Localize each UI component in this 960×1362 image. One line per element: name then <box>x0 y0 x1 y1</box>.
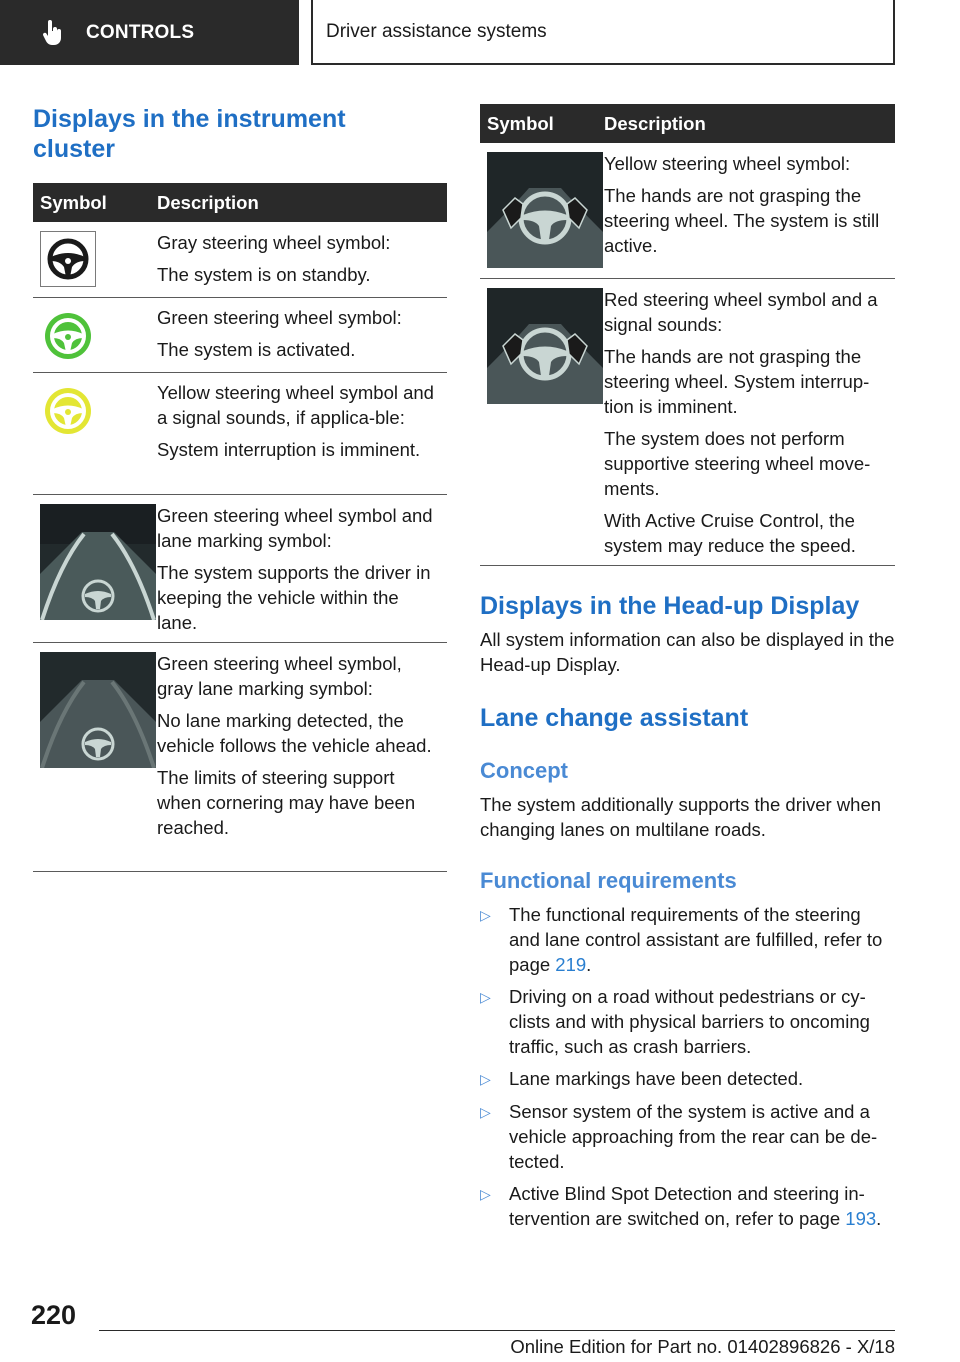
page-link[interactable]: 219 <box>555 954 587 975</box>
concept-heading: Concept <box>480 758 568 783</box>
col-description-header: Description <box>604 112 706 134</box>
table-row <box>33 298 447 373</box>
row-text: The system is on standby. <box>157 264 371 285</box>
bullet-icon: ▷ <box>480 989 491 1005</box>
col-symbol-header: Symbol <box>40 191 107 213</box>
table-row <box>33 643 447 872</box>
lane-green-steering-icon <box>40 504 156 620</box>
col-symbol-header: Symbol <box>487 112 554 134</box>
row-text: Green steering wheel symbol, gray lane marking symbol: <box>157 653 402 699</box>
list-item <box>480 1099 895 1174</box>
hand-pointer-icon <box>40 20 66 46</box>
list-item <box>480 1066 895 1092</box>
row-text: The system is activated. <box>157 339 356 360</box>
row-text: Green steering wheel symbol and lane marking symbol: <box>157 505 433 551</box>
row-text: The hands are not grasping the steering wheel. System interrup-tion is imminent. <box>604 346 870 417</box>
row-text: Yellow steering wheel symbol and a signal sounds, if applica-ble: <box>157 382 434 428</box>
list-item-text: Driving on a road without pedestrians or cy-clists and with physical barriers to oncoming traffic, such as crash barriers. <box>509 986 870 1057</box>
hud-text: All system information can also be displayed in the Head-up Display. <box>480 629 895 675</box>
list-item-text: Active Blind Spot Detection and steering in-tervention are switched on, refer to page <box>509 1183 865 1229</box>
list-item-text: Lane markings have been detected. <box>509 1068 804 1089</box>
lane-change-heading: Lane change assistant <box>480 704 749 732</box>
lane-gray-steering-icon <box>40 652 156 768</box>
row-text: The system supports the driver in keeping the vehicle within the lane. <box>157 562 431 633</box>
list-item-punct: . <box>876 1208 882 1229</box>
row-text: System interruption is imminent. <box>157 439 421 460</box>
row-text: Red steering wheel symbol and a signal sounds: <box>604 289 878 335</box>
bullet-icon: ▷ <box>480 1071 491 1087</box>
hands-off-red-icon <box>487 288 603 404</box>
list-item <box>480 902 895 977</box>
steering-wheel-gray-icon <box>40 231 96 287</box>
col-description-header: Description <box>157 191 259 213</box>
page-link[interactable]: 193 <box>845 1208 877 1229</box>
row-text: With Active Cruise Control, the system may reduce the speed. <box>604 510 856 556</box>
instrument-cluster-table <box>33 183 447 872</box>
row-text: Gray steering wheel symbol: <box>157 232 391 253</box>
row-text: No lane marking detected, the vehicle follows the vehicle ahead. <box>157 710 432 756</box>
table-row <box>480 279 895 566</box>
instrument-cluster-heading: Displays in the instrument cluster <box>33 105 346 163</box>
hud-heading: Displays in the Head-up Display <box>480 592 860 620</box>
table-row <box>33 373 447 495</box>
bullet-icon: ▷ <box>480 1186 491 1202</box>
table-row <box>33 222 447 298</box>
steering-wheel-yellow-icon <box>42 385 94 437</box>
footer-divider <box>99 1330 895 1331</box>
row-text: Green steering wheel symbol: <box>157 307 402 328</box>
requirements-list <box>480 902 895 1238</box>
steering-wheel-green-icon <box>42 310 94 362</box>
requirements-heading: Functional requirements <box>480 868 737 893</box>
hands-off-yellow-icon <box>487 152 603 268</box>
list-item-punct: . <box>586 954 592 975</box>
row-text: The system does not perform supportive steering wheel move-ments. <box>604 428 871 499</box>
list-item-text: Sensor system of the system is active and a vehicle approaching from the rear can be de-tected. <box>509 1101 878 1172</box>
row-text: The hands are not grasping the steering wheel. The system is still active. <box>604 185 880 256</box>
concept-text: The system additionally supports the driver when changing lanes on multilane roads. <box>480 794 882 840</box>
row-text: The limits of steering support when cornering may have been reached. <box>157 767 416 838</box>
table-header <box>480 104 895 143</box>
hands-off-table <box>480 104 895 566</box>
chapter-title: Driver assistance systems <box>311 0 895 65</box>
row-text: Yellow steering wheel symbol: <box>604 153 851 174</box>
bullet-icon: ▷ <box>480 1104 491 1120</box>
page-number: 220 <box>31 1300 77 1330</box>
section-label: CONTROLS <box>86 21 195 43</box>
table-row <box>480 143 895 279</box>
table-header <box>33 183 447 222</box>
edition-text: Online Edition for Part no. 01402896826 - X/18 <box>510 1336 895 1357</box>
bullet-icon: ▷ <box>480 907 491 923</box>
list-item-text: The functional requirements of the steering and lane control assistant are fulfilled, refer to page <box>509 904 883 975</box>
section-tab[interactable] <box>0 0 299 65</box>
table-row <box>33 495 447 643</box>
list-item <box>480 984 895 1059</box>
list-item <box>480 1181 895 1231</box>
